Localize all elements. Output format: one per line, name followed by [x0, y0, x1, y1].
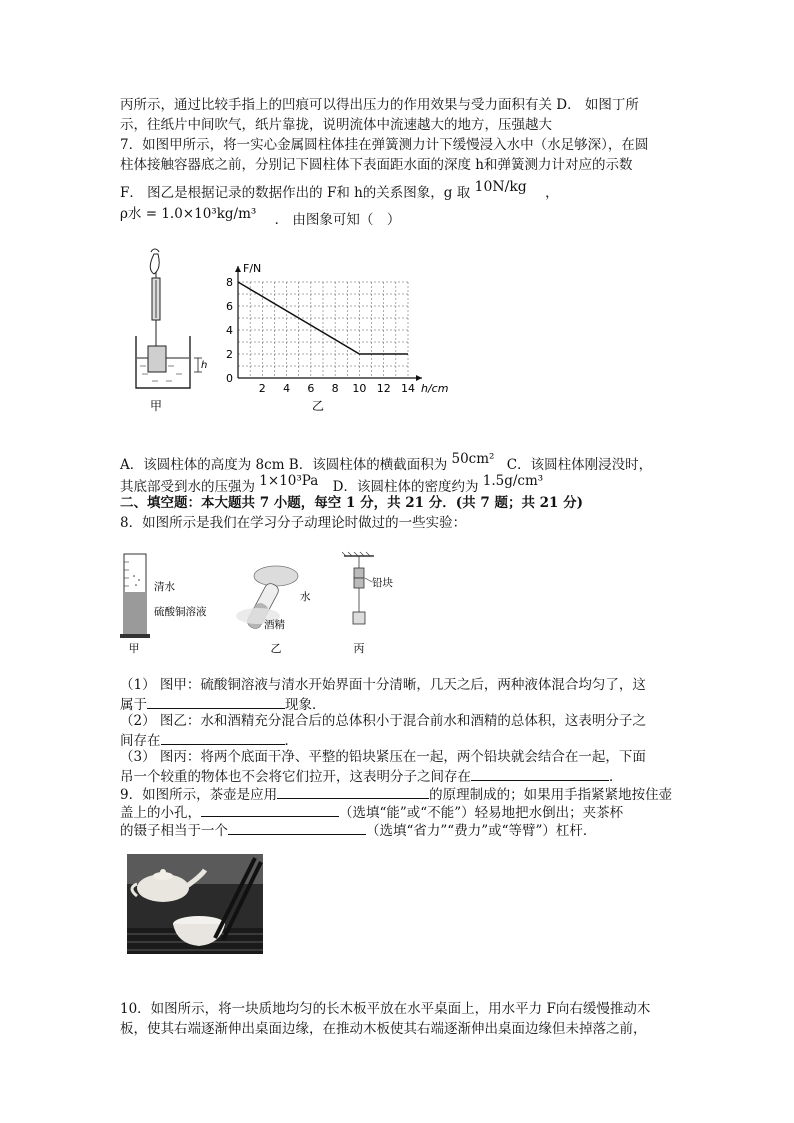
label-qingshui: 清水 [154, 581, 175, 593]
answer-blank-8-1[interactable] [147, 694, 285, 709]
q7-options-line1 [120, 450, 652, 474]
x-tick-label: 12 [376, 382, 391, 395]
x-axis-arrow [416, 375, 422, 381]
x-axis-label: h/cm [421, 382, 449, 395]
y-tick-label: 4 [226, 324, 233, 337]
q8-part3-line1: （3） 图丙：将两个底面干净、平整的铅块紧压在一起，两个铅块就会结合在一起，下面 [120, 749, 646, 765]
x-tick-label: 14 [401, 382, 415, 395]
comma: ， [545, 185, 559, 201]
caption-yi-8: 乙 [270, 642, 282, 655]
area-value: 50cm² [451, 451, 495, 467]
q9-line2-prefix: 盖上的小孔， [120, 805, 201, 821]
q8-part2-line2 [120, 730, 298, 750]
option-c: C．该圆柱体刚浸没时， [506, 457, 653, 473]
caption-bing-8: 丙 [353, 642, 365, 655]
q8-part3-prefix: 吊一个较重的物体也不会将它们拉开，这表明分子之间存在 [120, 769, 471, 785]
q7-line3 [120, 178, 559, 202]
label-jiujing: 酒精 [264, 619, 285, 631]
q9-prefix: 9．如图所示，茶壶是应用 [120, 787, 278, 803]
caption-jia-8: 甲 [128, 642, 140, 655]
fig8-bing [342, 552, 393, 655]
water-density-formula: ρ水 = 1.0×10³kg/m³ [120, 206, 257, 222]
fig8-yi [236, 566, 311, 655]
figure-7 [118, 248, 458, 418]
q9-line2 [120, 802, 623, 822]
x-tick-label: 4 [283, 382, 291, 395]
x-tick-label: 6 [307, 382, 315, 395]
caption-yi: 乙 [311, 399, 325, 413]
q10-line1: 10．如图所示，将一块质地均匀的长木板平放在水平桌面上，用水平力 F向右缓慢推动木 [120, 1001, 651, 1017]
y-axis-arrow [235, 266, 241, 272]
y-tick-label: 2 [226, 348, 233, 361]
q8-part1-line1: （1） 图甲：硫酸铜溶液与清水开始界面十分清晰，几天之后，两种液体混合均匀了，这 [120, 677, 646, 693]
teapot-photo [127, 854, 263, 954]
caption-jia: 甲 [149, 399, 163, 413]
graph-yi [226, 262, 448, 413]
h-marker-label: h [201, 360, 208, 371]
y-tick-label: 8 [226, 276, 233, 289]
q8-part2-suffix: ． [284, 733, 298, 749]
q8-part2-line1: （2） 图乙：水和酒精充分混合后的总体积小于混合前水和酒精的总体积，这表明分子之 [120, 713, 646, 729]
g-value: 10N/kg [474, 179, 527, 195]
q8-part1-line2 [120, 694, 326, 714]
q9-line3 [120, 820, 596, 840]
fig8-jia [120, 554, 207, 655]
q7-options-line2 [120, 472, 543, 496]
answer-blank-8-2[interactable] [161, 730, 285, 745]
figure-8 [118, 548, 408, 658]
x-tick-label: 10 [352, 382, 367, 395]
label-liusuantong: 硫酸铜溶液 [154, 606, 207, 618]
q8-part1-prefix: 属于 [120, 697, 147, 713]
label-qiankuai: 铅块 [372, 577, 393, 589]
y-tick-label: 0 [226, 372, 233, 385]
answer-blank-9-2[interactable] [201, 802, 339, 817]
q8-part3-line2 [120, 766, 623, 786]
q7-line4 [120, 205, 400, 229]
q7-line1: 7．如图甲所示，将一实心金属圆柱体挂在弹簧测力计下缓慢浸入水中（水足够深），在圆 [120, 137, 649, 153]
q9-line3-suffix: （选填“省力”“费力”或“等臂”）杠杆． [366, 823, 597, 839]
q9-line2-suffix: （选填“能”或“不能”）轻易地把水倒出；夹茶杯 [339, 805, 624, 821]
q7-line3-text: F． 图乙是根据记录的数据作出的 F和 h的关系图象，g 取 [120, 185, 471, 201]
q9-line1 [120, 784, 672, 804]
q7-line2: 柱体接触容器底之前，分别记下圆柱体下表面距水面的深度 h和弹簧测力计对应的示数 [120, 157, 633, 173]
label-shui: 水 [300, 591, 311, 603]
answer-blank-9-3[interactable] [228, 820, 366, 835]
section-heading: 二、填空题：本大题共 7 小题，每空 1 分，共 21 分．(共 7 题；共 21 分) [120, 495, 584, 511]
q9-line3-prefix: 的镊子相当于一个 [120, 823, 228, 839]
apparatus-jia [136, 249, 207, 413]
q7-question-stem: ． 由图象可知（ ） [274, 212, 401, 228]
option-a-and-b: A．该圆柱体的高度为 8cm B．该圆柱体的横截面积为 [120, 457, 448, 473]
q9-middle: 的原理制成的；如果用手指紧紧地按住壶 [429, 787, 673, 803]
q6-continuation-line2: 示，往纸片中间吹气，纸片靠拢，说明流体中流速越大的地方，压强越大 [120, 117, 552, 133]
q8-stem: 8．如图所示是我们在学习分子动理论时做过的一些实验： [120, 515, 467, 531]
pressure-value: 1×10³Pa [259, 473, 319, 489]
q6-continuation-line1: 丙所示，通过比较手指上的凹痕可以得出压力的作用效果与受力面积有关 D． 如图丁所 [120, 97, 639, 113]
density-value: 1.5g/cm³ [482, 473, 544, 489]
answer-blank-8-3[interactable] [471, 766, 609, 781]
q8-part3-suffix: ． [609, 769, 623, 785]
q10-line2: 板，使其右端逐渐伸出桌面边缘，在推动木板使其右端逐渐伸出桌面边缘但未掉落之前， [120, 1021, 647, 1037]
y-axis-label: F/N [243, 262, 262, 275]
q8-part2-prefix: 间存在 [120, 733, 161, 749]
q8-part1-suffix: 现象． [285, 697, 326, 713]
option-d: D．该圆柱体的密度约为 [332, 479, 479, 495]
option-c-cont: 其底部受到水的压强为 [120, 479, 255, 495]
answer-blank-9-1[interactable] [277, 784, 429, 799]
y-tick-label: 6 [226, 300, 233, 313]
x-tick-label: 8 [331, 382, 339, 395]
x-tick-label: 2 [258, 382, 266, 395]
